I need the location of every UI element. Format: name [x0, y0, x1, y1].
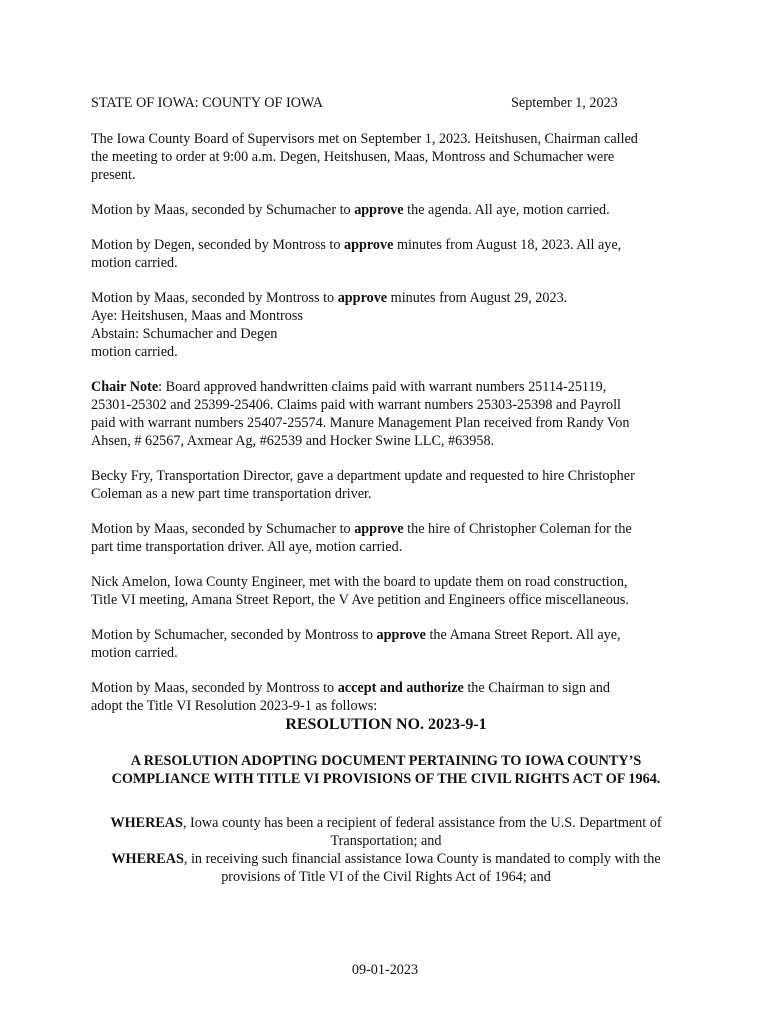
text-line: Chair Note: Board approved handwritten claims paid with warrant numbers 25114-25119, [91, 379, 607, 395]
text-line: motion carried. [91, 645, 178, 661]
motion-title-vi-resolution [91, 679, 681, 715]
text-line: Motion by Maas, seconded by Montross to approve minutes from August 29, 2023. [91, 290, 568, 306]
page-footer-date: 09-01-2023 [351, 962, 419, 978]
whereas-clause-1 [91, 814, 681, 850]
text-line: COMPLIANCE WITH TITLE VI PROVISIONS OF THE CIVIL RIGHTS ACT OF 1964. [111, 771, 661, 787]
motion-approve-agenda [91, 201, 681, 219]
text-line: Motion by Maas, seconded by Schumacher to approve the hire of Christopher Coleman for the [91, 521, 632, 537]
text-line: Transportation; and [330, 833, 442, 849]
opening-paragraph [91, 130, 681, 184]
motion-approve-hire [91, 520, 681, 556]
text-line: Title VI meeting, Amana Street Report, the V Ave petition and Engineers office miscellaneous. [91, 592, 629, 608]
motion-approve-amana-report [91, 626, 681, 662]
text-line: Motion by Maas, seconded by Schumacher to approve the agenda. All aye, motion carried. [91, 202, 610, 218]
text-line: 25301-25302 and 25399-25406. Claims paid with warrant numbers 25303-25398 and Payroll [91, 397, 621, 413]
text-line: The Iowa County Board of Supervisors met on September 1, 2023. Heitshusen, Chairman called [91, 131, 638, 147]
text-line: Motion by Maas, seconded by Montross to accept and authorize the Chairman to sign and [91, 680, 610, 696]
state-county-heading: STATE OF IOWA: COUNTY OF IOWA [91, 95, 324, 111]
text-line: Aye: Heitshusen, Maas and Montross [91, 308, 303, 324]
text-line: present. [91, 167, 136, 183]
text-line: part time transportation driver. All aye, motion carried. [91, 539, 403, 555]
text-line: Becky Fry, Transportation Director, gave a department update and requested to hire Christopher [91, 468, 635, 484]
text-line: Motion by Degen, seconded by Montross to approve minutes from August 18, 2023. All aye, [91, 237, 622, 253]
text-line: motion carried. [91, 344, 178, 360]
motion-approve-minutes-aug18 [91, 236, 681, 272]
text-line: motion carried. [91, 255, 178, 271]
engineer-update [91, 573, 681, 609]
text-line: Motion by Schumacher, seconded by Montross to approve the Amana Street Report. All aye, [91, 627, 621, 643]
text-line: A RESOLUTION ADOPTING DOCUMENT PERTAINING TO IOWA COUNTY’S [130, 753, 642, 769]
meeting-date: September 1, 2023 [511, 95, 618, 111]
text-line: Nick Amelon, Iowa County Engineer, met with the board to update them on road construction, [91, 574, 628, 590]
text-line: provisions of Title VI of the Civil Rights Act of 1964; and [221, 869, 551, 885]
minutes-body [91, 130, 681, 886]
text-line: WHEREAS, Iowa county has been a recipient of federal assistance from the U.S. Department of [110, 815, 662, 831]
chair-note [91, 378, 681, 450]
text-line: paid with warrant numbers 25407-25574. Manure Management Plan received from Randy Von [91, 415, 630, 431]
motion-approve-minutes-aug29 [91, 289, 681, 361]
text-line: the meeting to order at 9:00 a.m. Degen, Heitshusen, Maas, Montross and Schumacher were [91, 149, 615, 165]
whereas-clause-2 [91, 850, 681, 886]
document-header [91, 94, 631, 112]
text-line: adopt the Title VI Resolution 2023-9-1 as follows: [91, 698, 378, 714]
transportation-update [91, 467, 681, 503]
text-line: Coleman as a new part time transportation driver. [91, 486, 372, 502]
text-line: Ahsen, # 62567, Axmear Ag, #62539 and Hocker Swine LLC, #63958. [91, 433, 495, 449]
text-line: Abstain: Schumacher and Degen [91, 326, 278, 342]
resolution-subtitle [91, 752, 681, 788]
resolution-title: RESOLUTION NO. 2023-9-1 [285, 716, 487, 733]
text-line: WHEREAS, in receiving such financial assistance Iowa County is mandated to comply with the [111, 851, 661, 867]
